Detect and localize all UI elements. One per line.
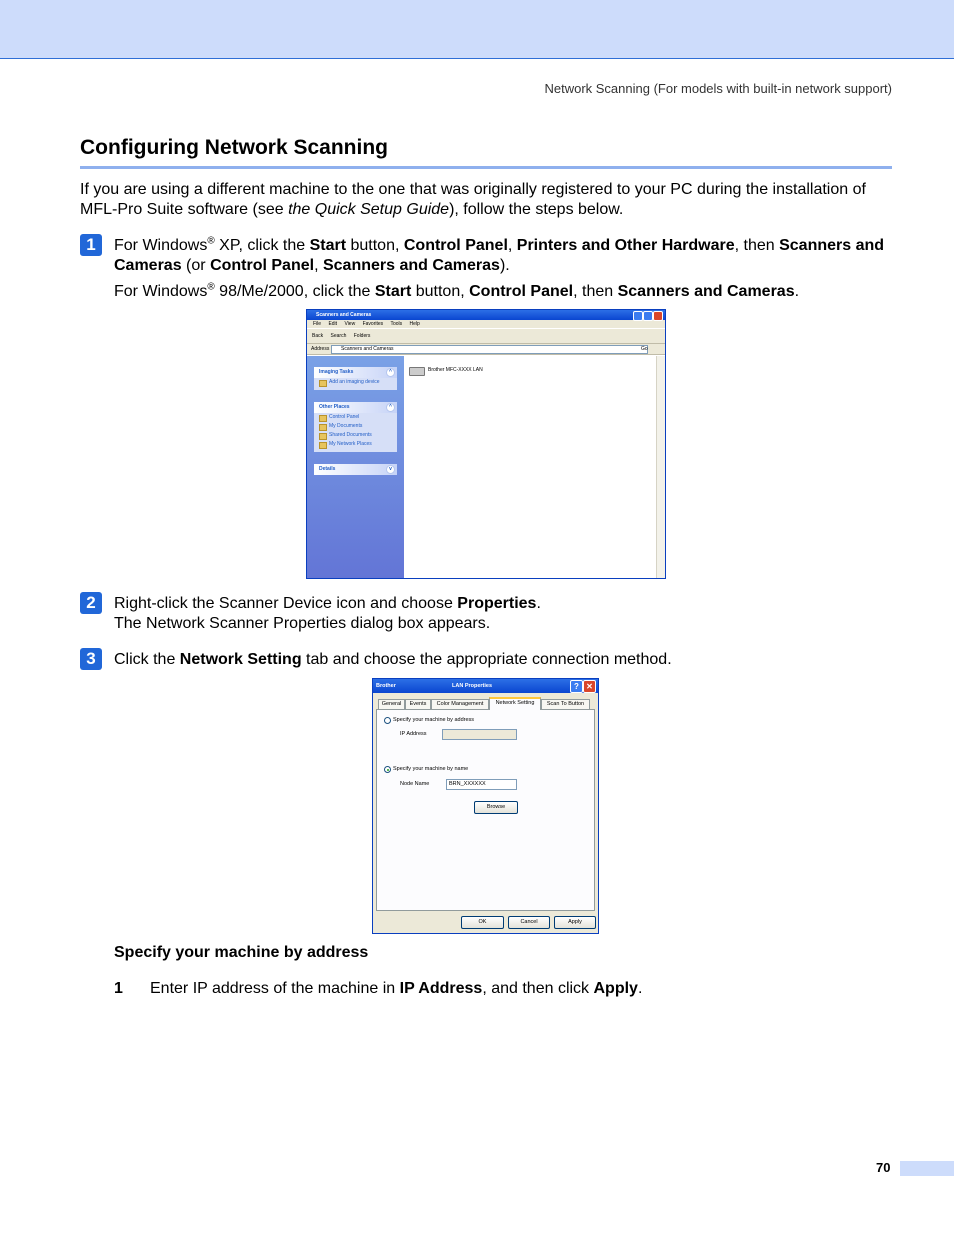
page-number: 70	[876, 1160, 891, 1175]
tab-network-setting: Network Setting	[489, 697, 541, 710]
ip-address-label: IP Address	[400, 731, 427, 737]
tab-general: General	[378, 699, 405, 709]
window-titlebar	[307, 310, 665, 320]
close-icon: ✕	[583, 680, 596, 693]
imaging-tasks-header: Imaging Tasks	[319, 369, 354, 375]
running-header: Network Scanning (For models with built-in network support)	[544, 81, 892, 96]
scanner-device-label: Brother MFC-XXXX LAN	[428, 367, 483, 373]
page-number-bar	[900, 1161, 954, 1176]
control-panel-icon	[319, 415, 327, 422]
scanners-window-screenshot	[306, 309, 666, 579]
lan-properties-screenshot	[372, 678, 599, 934]
details-panel	[314, 464, 397, 475]
content-area	[404, 356, 656, 578]
tab-scan-to-button: Scan To Button	[541, 699, 590, 709]
section-title: Configuring Network Scanning	[80, 136, 388, 159]
close-icon	[653, 311, 663, 321]
go-button: Go	[641, 346, 648, 352]
header-band	[0, 0, 954, 59]
step3-text: Click the Network Setting tab and choose the appropriate connection method.	[114, 651, 672, 668]
address-bar	[307, 344, 665, 355]
details-header: Details	[319, 466, 336, 472]
cancel-button: Cancel	[508, 916, 550, 929]
radio-by-name	[384, 766, 391, 773]
chevron-down-icon: v	[386, 465, 395, 474]
apply-button: Apply	[554, 916, 596, 929]
subsection-title: Specify your machine by address	[114, 944, 369, 961]
place-item: Control Panel	[314, 413, 397, 422]
dialog-titlebar	[373, 679, 598, 693]
step1-xp-text: For Windows® XP, click the Start button, Control Panel, Printers and Other Hardware, then Scanners and Cameras (or Control Panel, Scanners and Cameras).	[114, 235, 885, 274]
step-badge-3: 3	[80, 648, 102, 670]
place-item: My Documents	[314, 422, 397, 431]
step2-text: Right-click the Scanner Device icon and choose Properties. The Network Scanner Properties dialog box appears.	[114, 595, 541, 632]
place-item: Shared Documents	[314, 431, 397, 440]
chevron-up-icon: ^	[386, 368, 395, 377]
dialog-title-right: LAN Properties	[452, 683, 493, 689]
radio-by-name-label: Specify your machine by name	[393, 766, 469, 772]
ip-address-field	[442, 729, 517, 740]
tab-events: Events	[405, 699, 431, 709]
browse-button: Browse	[474, 801, 518, 814]
other-places-panel	[314, 402, 397, 452]
vertical-scrollbar	[656, 356, 665, 578]
network-icon	[319, 442, 327, 449]
add-device-icon	[319, 380, 327, 387]
step-badge-1: 1	[80, 234, 102, 256]
radio-by-address-label: Specify your machine by address	[393, 717, 475, 723]
imaging-tasks-panel	[314, 367, 397, 390]
step1-98-text: For Windows® 98/Me/2000, click the Start button, Control Panel, then Scanners and Cameras.	[114, 281, 800, 300]
tab-color-management: Color Management	[431, 699, 489, 709]
intro-paragraph: If you are using a different machine to the one that was originally registered to your PC during the installation of MFL-Pro Suite software (see the Quick Setup Guide), follow the steps below.	[80, 181, 866, 218]
menu-bar: File Edit View Favorites Tools Help	[307, 320, 665, 328]
minimize-icon	[633, 311, 643, 321]
place-item: My Network Places	[314, 440, 397, 449]
dialog-title-left: Brother	[376, 683, 396, 689]
window-title: Scanners and Cameras	[316, 312, 372, 318]
node-name-label: Node Name	[400, 781, 430, 787]
toolbar: Back Search Folders	[307, 328, 665, 344]
chevron-up-icon: ^	[386, 403, 395, 412]
folder-icon	[319, 424, 327, 431]
radio-by-address	[384, 717, 391, 724]
substep-number: 1	[114, 980, 123, 997]
step-badge-2: 2	[80, 592, 102, 614]
ok-button: OK	[461, 916, 504, 929]
address-field: Scanners and Cameras	[331, 345, 648, 354]
task-pane	[307, 356, 404, 578]
scanner-icon	[409, 367, 425, 376]
address-label: Address	[311, 346, 330, 352]
node-name-field: BRN_XXXXXX	[446, 779, 517, 790]
network-setting-panel	[376, 709, 595, 911]
title-rule	[80, 166, 892, 169]
help-icon: ?	[570, 680, 583, 693]
maximize-icon	[643, 311, 653, 321]
task-item: Add an imaging device	[314, 378, 397, 387]
other-places-header: Other Places	[319, 404, 350, 410]
folder-icon	[319, 433, 327, 440]
substep1-text: Enter IP address of the machine in IP Address, and then click Apply.	[150, 980, 643, 997]
